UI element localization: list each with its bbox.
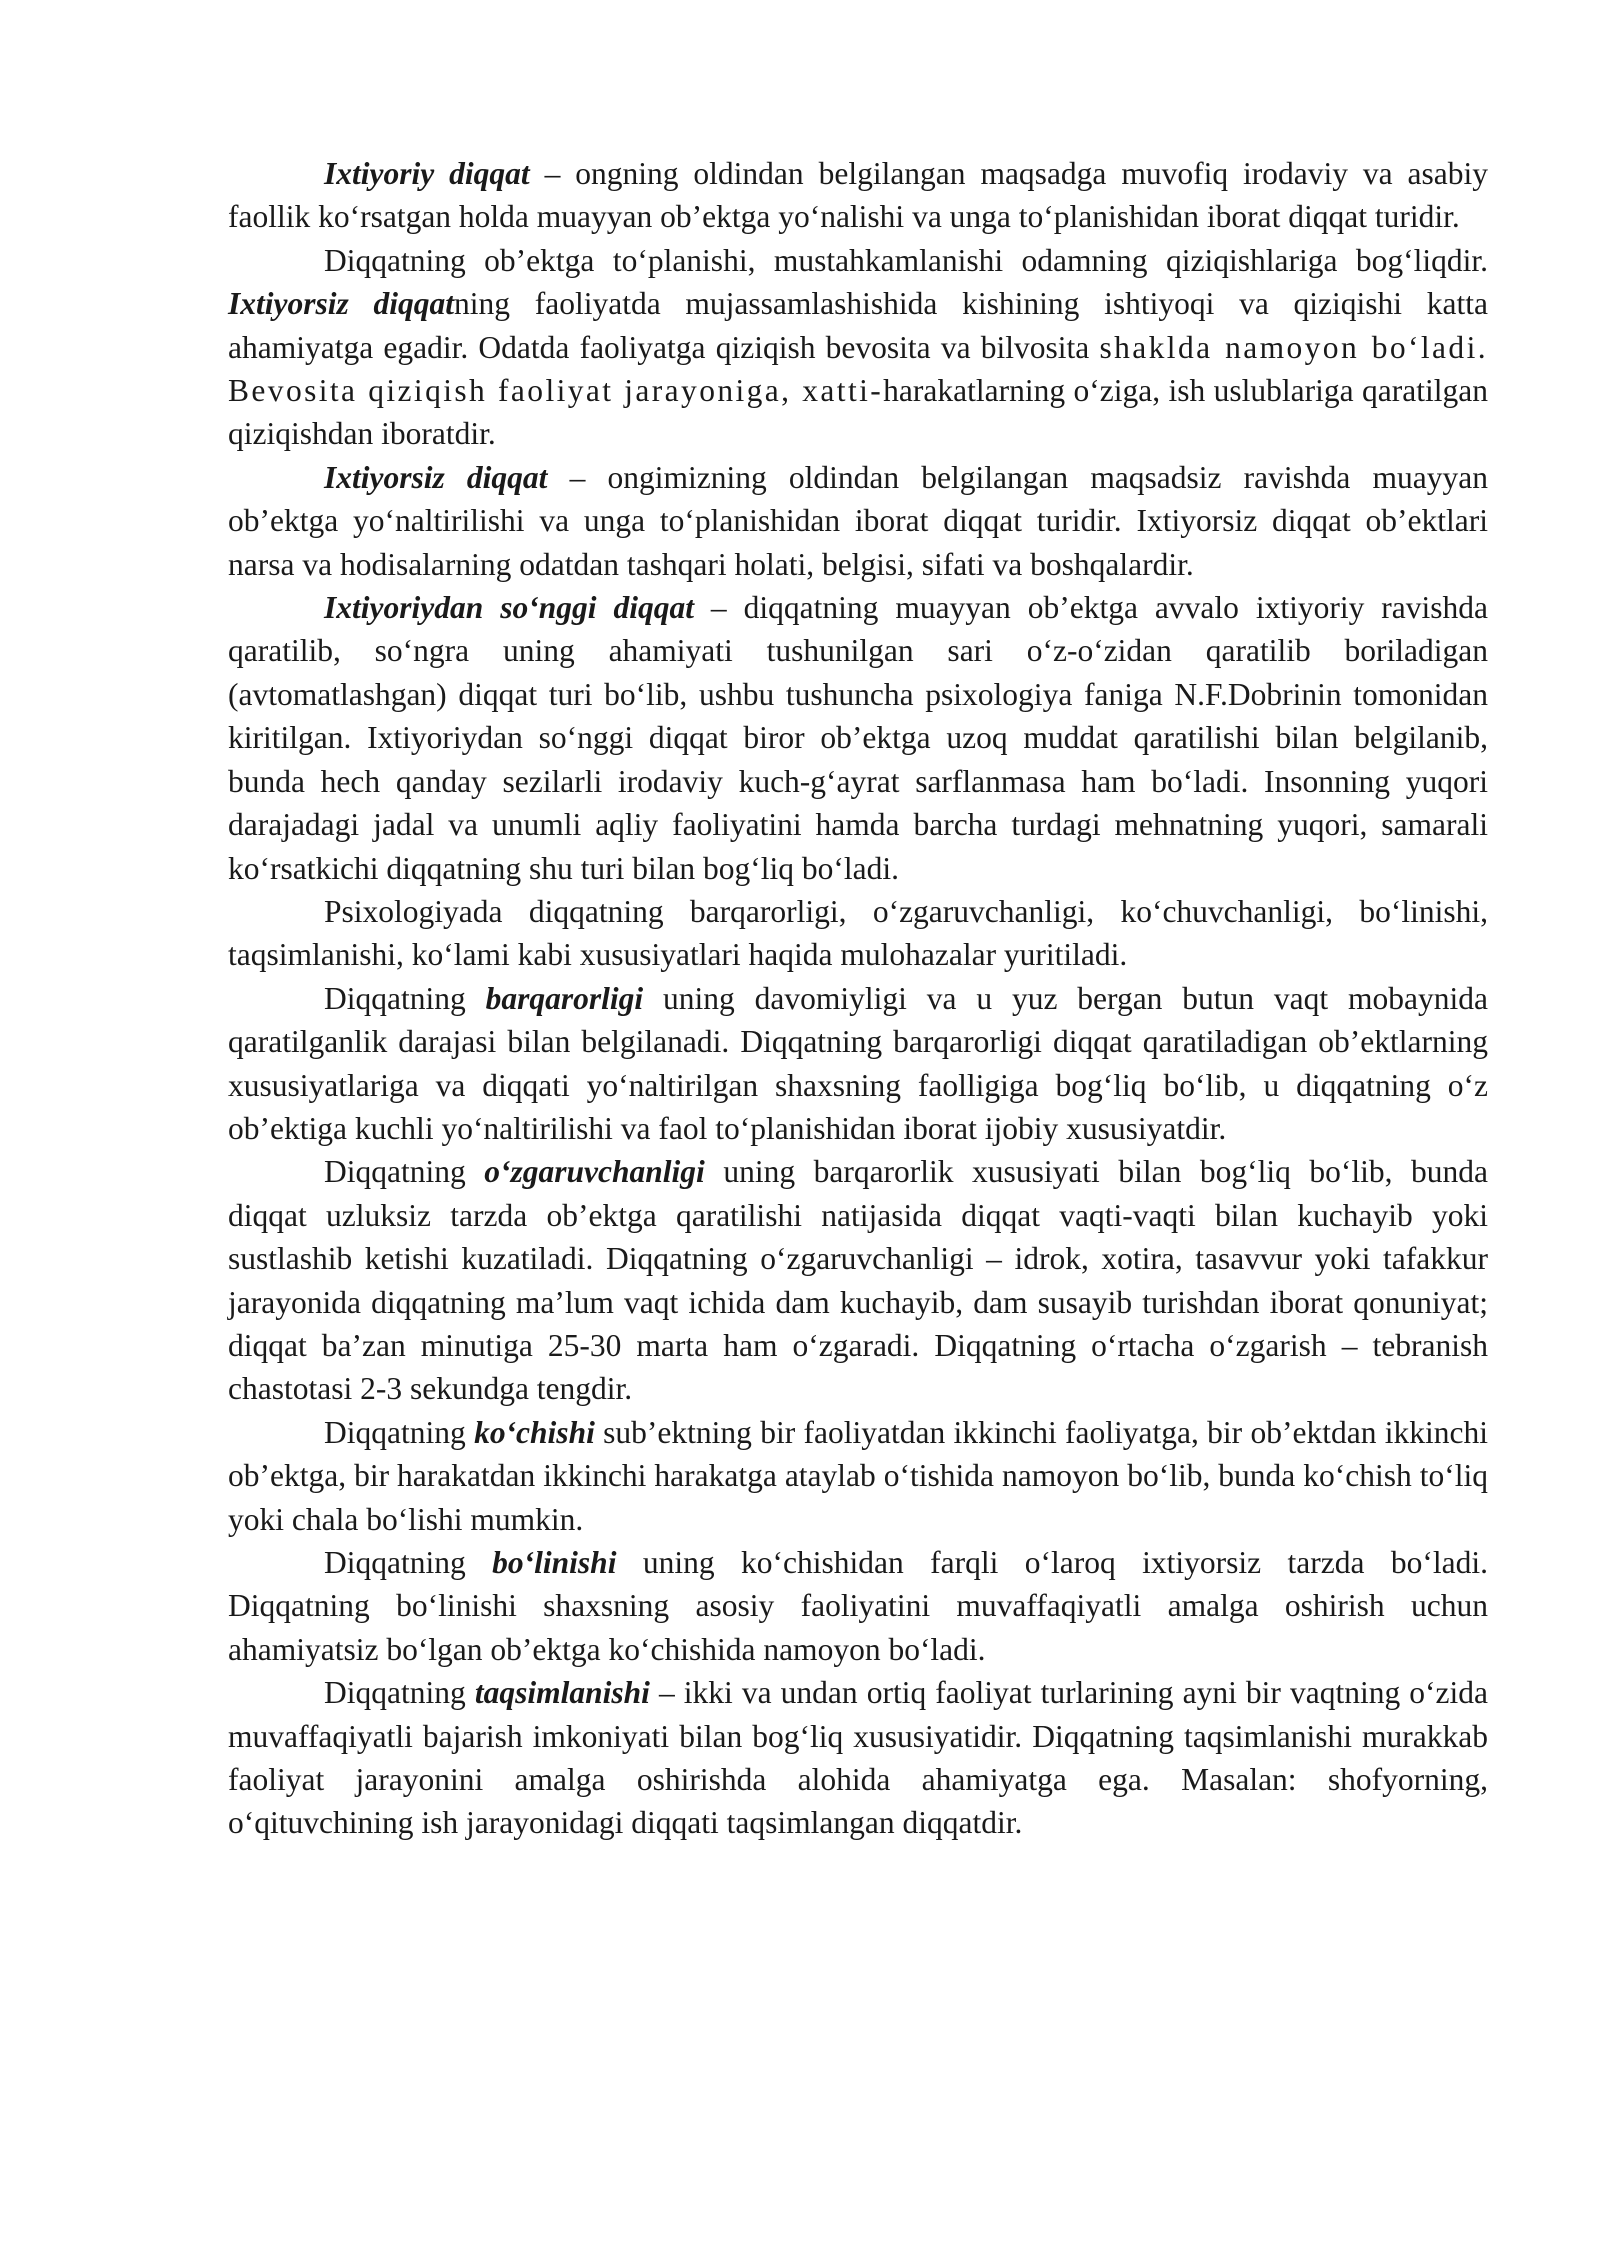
- term-ixtiyoriy-diqqat: Ixtiyoriy diqqat: [324, 156, 530, 191]
- paragraph-qiziqish: [228, 239, 1488, 456]
- paragraph-text: uning ko‘chishidan farqli o‘laroq ixtiyorsiz tarzda bo‘ladi. Diqqatning bo‘linishi shaxsning asosiy faoliyatini muvaffaqiyatli amalga oshirish uchun ahamiyatsiz bo‘lgan ob’ektga ko‘chishida namoyon bo‘ladi.: [228, 1545, 1488, 1667]
- term-ixtiyorsiz-diqqat: Ixtiyorsiz diqqat: [324, 459, 548, 495]
- paragraph-text-before: Diqqatning: [324, 980, 486, 1016]
- paragraph-barqarorligi: [228, 977, 1488, 1151]
- paragraph-xususiyatlar: [228, 890, 1488, 977]
- paragraph-kochishi: [228, 1411, 1488, 1541]
- paragraph-text-before: Diqqatning ob’ektga to‘planishi, mustahkamlanishi odamning qiziqishlariga bog‘liqdir.: [324, 242, 1488, 278]
- paragraph-text-spaced: shaklda namoyon bo‘ladi. Bevosita qiziqish faoliyat jarayoniga, xatti-: [228, 329, 1489, 409]
- term-barqarorligi: barqarorligi: [485, 980, 644, 1016]
- paragraph-ixtiyoriydan-songgi-diqqat: [228, 586, 1488, 890]
- term-ixtiyoriydan-songgi-diqqat: Ixtiyoriydan so‘nggi diqqat: [324, 590, 694, 626]
- paragraph-bolinishi: [228, 1541, 1488, 1671]
- paragraph-taqsimlanishi: [228, 1671, 1488, 1845]
- paragraph-text: – ongning oldindan belgilangan maqsadga muvofiq irodaviy va asabiy faollik ko‘rsatgan holda muayyan ob’ektga yo‘nalishi va unga to‘planishidan iborat diqqat turidir.: [228, 156, 1489, 235]
- paragraph-text: – ongimizning oldindan belgilangan maqsadsiz ravishda muayyan ob’ektga yo‘naltirilishi va unga to‘planishidan iborat diqqat turidir. Ixtiyorsiz diqqat ob’ektlari narsa va hodisalarning odatdan tashqari holati, belgisi, sifati va boshqalardir.: [228, 459, 1488, 582]
- paragraph-text: Psixologiyada diqqatning barqarorligi, o‘zgaruvchanligi, ko‘chuvchanligi, bo‘linishi, taqsimlanishi, ko‘lami kabi xususiyatlari haqida mulohazalar yuritiladi.: [228, 893, 1488, 973]
- paragraph-text: uning davomiyligi va u yuz bergan butun vaqt mobaynida qaratilganlik darajasi bilan belgilanadi. Diqqatning barqarorligi diqqat qaratiladigan ob’ektlarning xususiyatlariga va diqqati yo‘naltirilgan shaxsning faolligiga bog‘liq bo‘lib, u diqqatning o‘z ob’ektiga kuchli yo‘naltirilishi va faol to‘planishidan iborat ijobiy xususiyatdir.: [228, 980, 1488, 1146]
- paragraph-ixtiyoriy-diqqat: [228, 152, 1488, 239]
- paragraph-text: – ikki va undan ortiq faoliyat turlarining ayni bir vaqtning o‘zida muvaffaqiyatli bajarish imkoniyati bilan bog‘liq xususiyatidir. Diqqatning taqsimlanishi murakkab faoliyat jarayonini amalga oshirishda alohida ahamiyatga ega. Masalan: shofyorning, o‘qituvchining ish jarayonidagi diqqati taqsimlangan diqqatdir.: [228, 1675, 1488, 1841]
- paragraph-text: sub’ektning bir faoliyatdan ikkinchi faoliyatga, bir ob’ektdan ikkinchi ob’ektga, bir harakatdan ikkinchi harakatga ataylab o‘tishida namoyon bo‘lib, bunda ko‘chish to‘liq yoki chala bo‘lishi mumkin.: [228, 1414, 1488, 1537]
- term-taqsimlanishi: taqsimlanishi: [474, 1675, 650, 1711]
- paragraph-ozgaruvchanligi: [228, 1150, 1488, 1410]
- paragraph-text-before: Diqqatning: [324, 1414, 475, 1450]
- term-ozgaruvchanligi: o‘zgaruvchanligi: [484, 1154, 705, 1190]
- paragraph-text: uning barqarorlik xususiyati bilan bog‘liq bo‘lib, bunda diqqat uzluksiz tarzda ob’ektga qaratilishi natijasida diqqat vaqti-vaqti bilan kuchayib yoki sustlashib ketishi kuzatiladi. Diqqatning o‘zgaruvchanligi – idrok, xotira, tasavvur yoki tafakkur jarayonida diqqatning ma’lum vaqt ichida dam kuchayib, dam susayib turishdan iborat qonuniyat; diqqat ba’zan minutiga 25-30 marta ham o‘zgaradi. Diqqatning o‘rtacha o‘zgarish – tebranish chastotasi 2-3 sekundga tengdir.: [228, 1154, 1488, 1407]
- paragraph-text: – diqqatning muayyan ob’ektga avvalo ixtiyoriy ravishda qaratilib, so‘ngra uning ahamiyati tushunilgan sari o‘z-o‘zidan qaratilib boriladigan (avtomatlashgan) diqqat turi bo‘lib, ushbu tushuncha psixologiya faniga N.F.Dobrinin tomonidan kiritilgan. Ixtiyoriydan so‘nggi diqqat biror ob’ektga uzoq muddat qaratilishi bilan belgilanib, bunda hech qanday sezilarli irodaviy kuch-g‘ayrat sarflanmasa ham bo‘ladi. Insonning yuqori darajadagi jadal va unumli aqliy faoliyatini hamda barcha turdagi mehnatning yuqori, samarali ko‘rsatkichi diqqatning shu turi bilan bog‘liq bo‘ladi.: [228, 590, 1489, 886]
- term-kochishi: ko‘chishi: [474, 1414, 595, 1450]
- paragraph-ixtiyorsiz-diqqat: [228, 456, 1488, 586]
- paragraph-text-before: Diqqatning: [324, 1675, 475, 1711]
- term-bolinishi: bo‘linishi: [492, 1545, 617, 1580]
- term-ixtiyorsiz-diqqat: Ixtiyorsiz diqqat: [228, 286, 455, 322]
- document-page: [228, 152, 1488, 1845]
- paragraph-text-before: Diqqatning: [324, 1545, 493, 1580]
- paragraph-text-before: Diqqatning: [324, 1154, 485, 1190]
- paragraph-text-after: harakatlarning o‘ziga, ish uslublariga qaratilgan qiziqishdan iboratdir.: [228, 373, 1488, 452]
- paragraph-text: ning faoliyatda mujassamlashishida kishining ishtiyoqi va qiziqishi katta ahamiyatga egadir. Odatda faoliyatga qiziqish bevosita va bilvosita: [228, 286, 1488, 365]
